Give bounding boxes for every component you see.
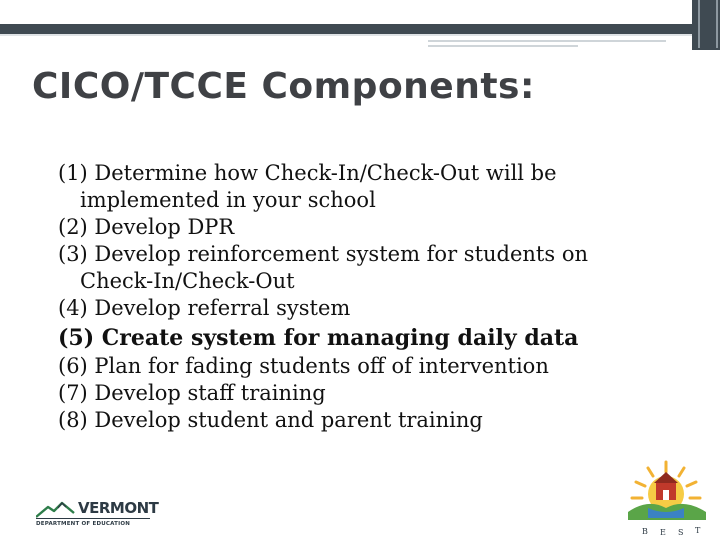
slide-title: CICO/TCCE Components: xyxy=(32,66,535,107)
vermont-logo-department: DEPARTMENT OF EDUCATION xyxy=(36,521,131,527)
list-item-emphasized: (5) Create system for managing daily data xyxy=(58,325,579,351)
corner-decoration-lines xyxy=(698,0,718,48)
header-accent-line xyxy=(0,34,720,36)
pbis-logo-letter: B xyxy=(642,527,648,536)
pbis-logo-letter: E xyxy=(660,528,666,537)
list-item: (6) Plan for fading students off of intervention xyxy=(58,354,549,378)
logo-divider xyxy=(36,518,150,519)
list-item: (7) Develop staff training xyxy=(58,381,326,405)
list-item: (8) Develop student and parent training xyxy=(58,408,483,432)
pbis-logo-letter: T xyxy=(695,526,701,535)
list-item: (3) Develop reinforcement system for students on Check-In/Check-Out xyxy=(58,242,588,293)
pbis-logo-letter: S xyxy=(678,528,684,537)
decorative-line xyxy=(428,45,578,47)
header-bar xyxy=(0,24,720,34)
vermont-logo-name: VERMONT xyxy=(78,499,159,517)
vermont-doe-logo xyxy=(36,496,159,532)
decorative-line xyxy=(428,40,666,42)
mountain-icon xyxy=(36,500,76,518)
list-item: (4) Develop referral system xyxy=(58,296,351,320)
school-sun-icon xyxy=(618,458,714,538)
list-item: (1) Determine how Check-In/Check-Out will be implemented in your school xyxy=(58,161,557,212)
list-item: (2) Develop DPR xyxy=(58,215,235,239)
component-list xyxy=(58,160,658,434)
